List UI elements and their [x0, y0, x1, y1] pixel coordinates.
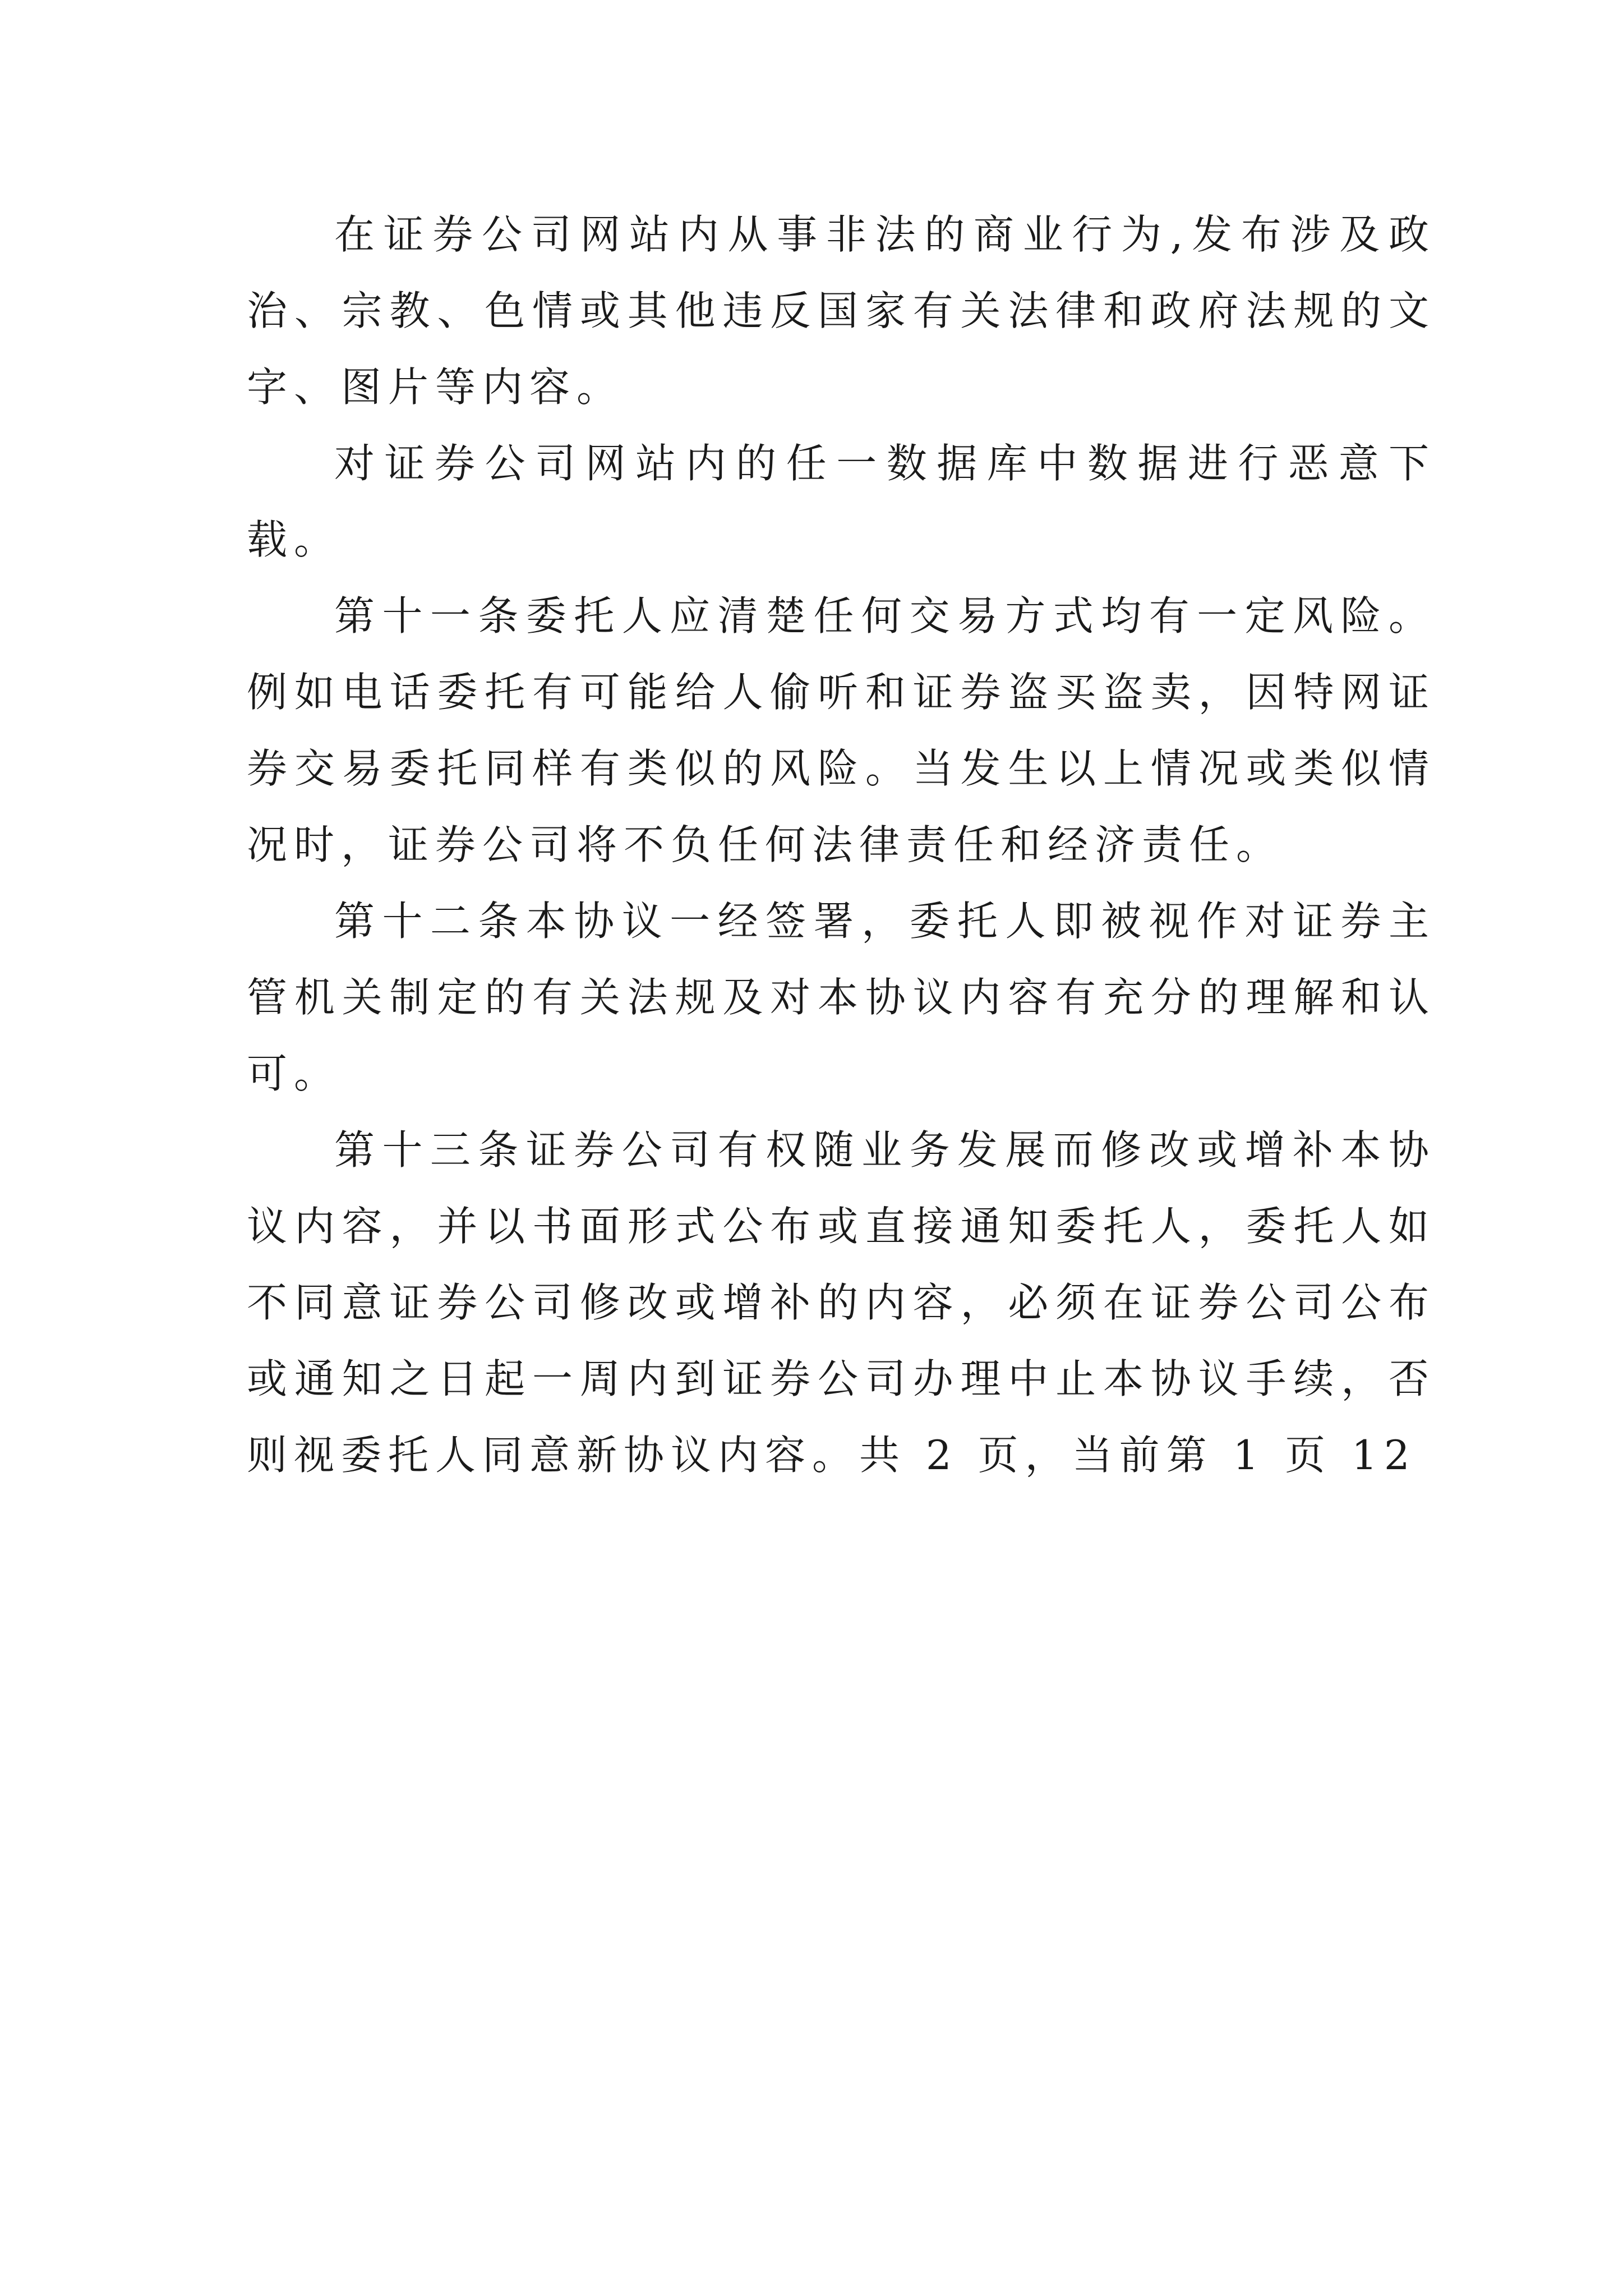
paragraph-malicious-download: 对证券公司网站内的任一数据库中数据进行恶意下载。: [247, 440, 1436, 563]
document-body: [247, 196, 1436, 1493]
paragraph-article-13: 第十三条证券公司有权随业务发展而修改或增补本协议内容，并以书面形式公布或直接通知委托人，委托人如不同意证券公司修改或增补的内容，必须在证券公司公布或通知之日起一周内到证券公司办理中止本协议手续，否则视委托人同意新协议内容。共 2 页，当前第 1 页 12: [247, 1126, 1436, 1479]
paragraph-article-11: 第十一条委托人应清楚任何交易方式均有一定风险。例如电话委托有可能给人偷听和证券盗买盗卖，因特网证券交易委托同样有类似的风险。当发生以上情况或类似情况时，证券公司将不负任何法律责任和经济责任。: [247, 592, 1436, 868]
paragraph-illegal-conduct: 在证券公司网站内从事非法的商业行为,发布涉及政治、宗教、色情或其他违反国家有关法律和政府法规的文字、图片等内容。: [247, 211, 1436, 411]
paragraph-article-12: 第十二条本协议一经签署，委托人即被视作对证券主管机关制定的有关法规及对本协议内容有充分的理解和认可。: [247, 898, 1436, 1097]
